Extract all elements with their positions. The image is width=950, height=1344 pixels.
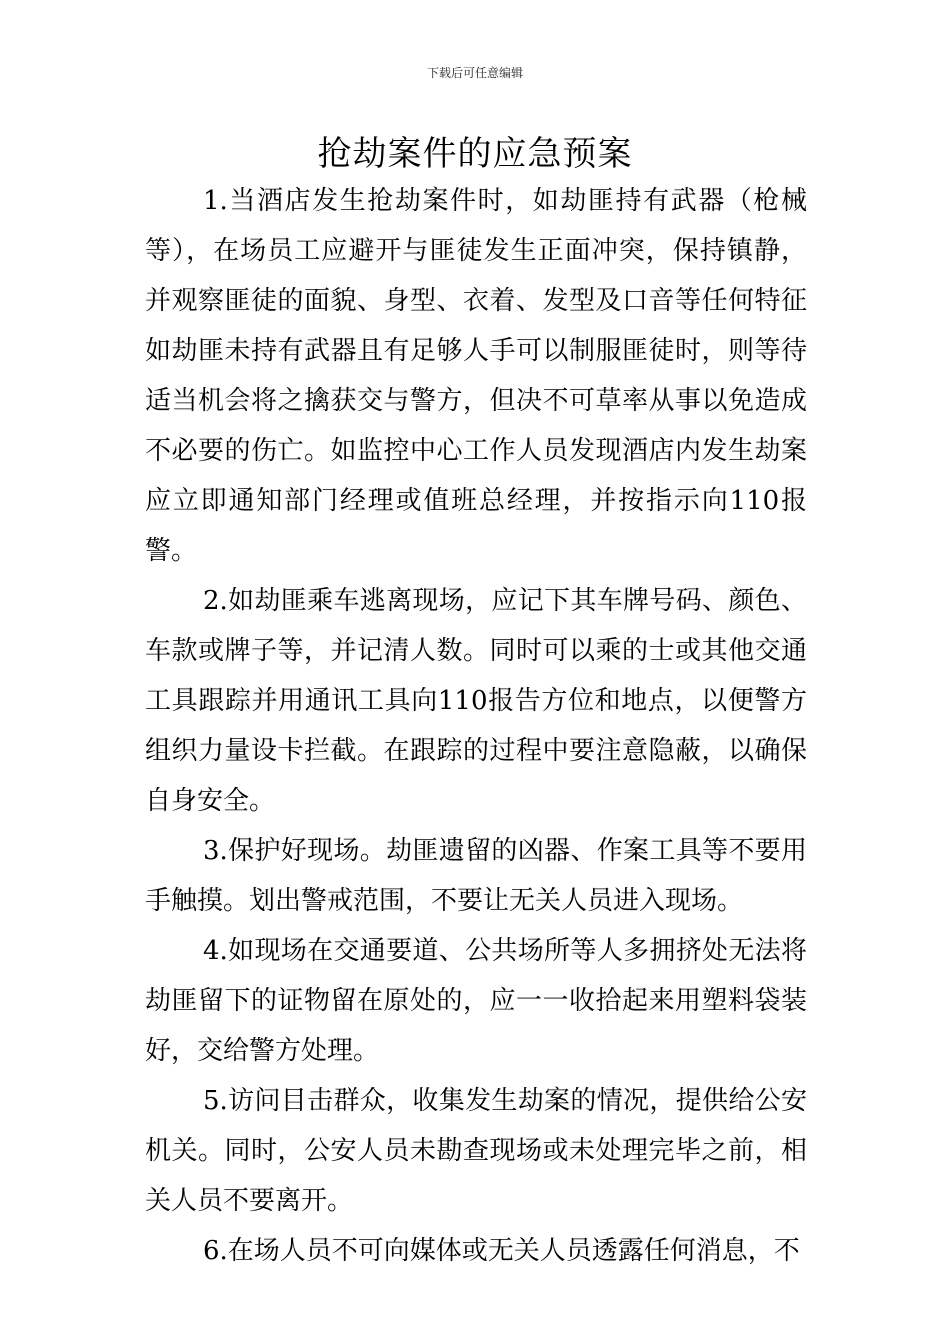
paragraph-5: 5.访问目击群众，收集发生劫案的情况，提供给公安机关。同时，公安人员未勘查现场或未处理完毕之前，相关人员不要离开。: [145, 1086, 807, 1216]
paragraph-1: 1.当酒店发生抢劫案件时，如劫匪持有武器（枪械等），在场员工应避开与匪徒发生正面冲突，保持镇静，并观察匪徒的面貌、身型、衣着、发型及口音等任何特征如劫匪未持有武器且有足够人手可以制服匪徒时，则等待适当机会将之擒获交与警方，但决不可草率从事以免造成不必要的伤亡。如监控中心工作人员发现酒店内发生劫案应立即通知部门经理或值班总经理，并按指示向110报警。: [145, 186, 807, 566]
paragraph-2: 2.如劫匪乘车逃离现场，应记下其车牌号码、颜色、车款或牌子等，并记清人数。同时可以乘的士或其他交通工具跟踪并用通讯工具向110报告方位和地点，以便警方组织力量设卡拦截。在跟踪的过程中要注意隐蔽，以确保自身安全。: [145, 586, 807, 816]
paragraph-4: 4.如现场在交通要道、公共场所等人多拥挤处无法将劫匪留下的证物留在原处的，应一一收拾起来用塑料袋装好，交给警方处理。: [145, 936, 807, 1066]
document-title: 抢劫案件的应急预案: [317, 134, 633, 174]
paragraph-6: 6.在场人员不可向媒体或无关人员透露任何消息，不: [203, 1236, 800, 1266]
paragraph-3: 3.保护好现场。劫匪遗留的凶器、作案工具等不要用手触摸。划出警戒范围，不要让无关人员进入现场。: [145, 836, 807, 916]
document-body: [145, 176, 807, 1276]
header-note: 下载后可任意编辑: [426, 66, 523, 80]
